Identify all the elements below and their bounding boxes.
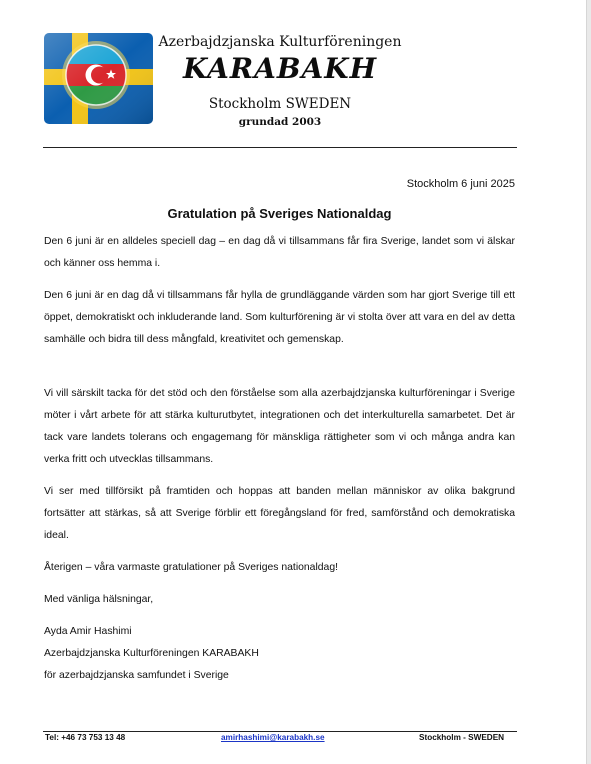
- signature-organization: Azerbajdzjanska Kulturföreningen KARABAKH: [44, 648, 259, 659]
- page-edge: [586, 0, 591, 764]
- signature-name: Ayda Amir Hashimi: [44, 626, 132, 637]
- signature-community: för azerbajdzjanska samfundet i Sverige: [44, 670, 229, 681]
- footer-email-link[interactable]: amirhashimi@karabakh.se: [221, 733, 325, 742]
- paragraph: Den 6 juni är en dag då vi tillsammans får hylla de grundläggande värden som har gjort Sverige till ett öppet, demokratiskt och inkluderande land. Som kulturförening är vi stolta över att vara en del av detta samhälle och bidra till dess mångfald, kreativitet och gemenskap.: [44, 290, 515, 345]
- flag-logo-icon: [44, 33, 153, 124]
- header-divider: [43, 147, 517, 148]
- footer-phone: Tel: +46 73 753 13 48: [45, 733, 126, 742]
- organization-city: Stockholm SWEDEN: [208, 96, 352, 112]
- paragraph: Återigen – våra varmaste gratulationer på Sveriges nationaldag!: [44, 562, 338, 573]
- paragraph: Vi vill särskilt tacka för det stöd och den förståelse som alla azerbajdzjanska kulturföreningar i Sverige möter i vårt arbete för att stärka kulturutbytet, integrationen och det interkulturella samarbetet. Det är tack vare landets tolerans och engagemang för mänskliga rättigheter som vi och många andra kan verka fritt och utvecklas tillsammans.: [44, 388, 515, 465]
- letter-date: Stockholm 6 juni 2025: [406, 178, 515, 190]
- founded-year: grundad 2003: [238, 116, 322, 128]
- footer-divider: [43, 731, 517, 732]
- closing-greeting: Med vänliga hälsningar,: [44, 594, 154, 605]
- footer-location: Stockholm - SWEDEN: [419, 733, 505, 742]
- paragraph: Den 6 juni är en alldeles speciell dag – en dag då vi tillsammans får fira Sverige, landet som vi älskar och känner oss hemma i.: [44, 236, 515, 269]
- letter-title: Gratulation på Sveriges Nationaldag: [167, 206, 392, 221]
- organization-name: Azerbajdzjanska Kulturföreningen: [158, 34, 402, 50]
- organization-title: KARABAKH: [182, 52, 378, 85]
- paragraph: Vi ser med tillförsikt på framtiden och hoppas att banden mellan människor av olika bakgrund fortsätter att stärkas, så att Sverige förblir ett föregångsland för fred, samförstånd och demokratiska ideal.: [44, 486, 515, 541]
